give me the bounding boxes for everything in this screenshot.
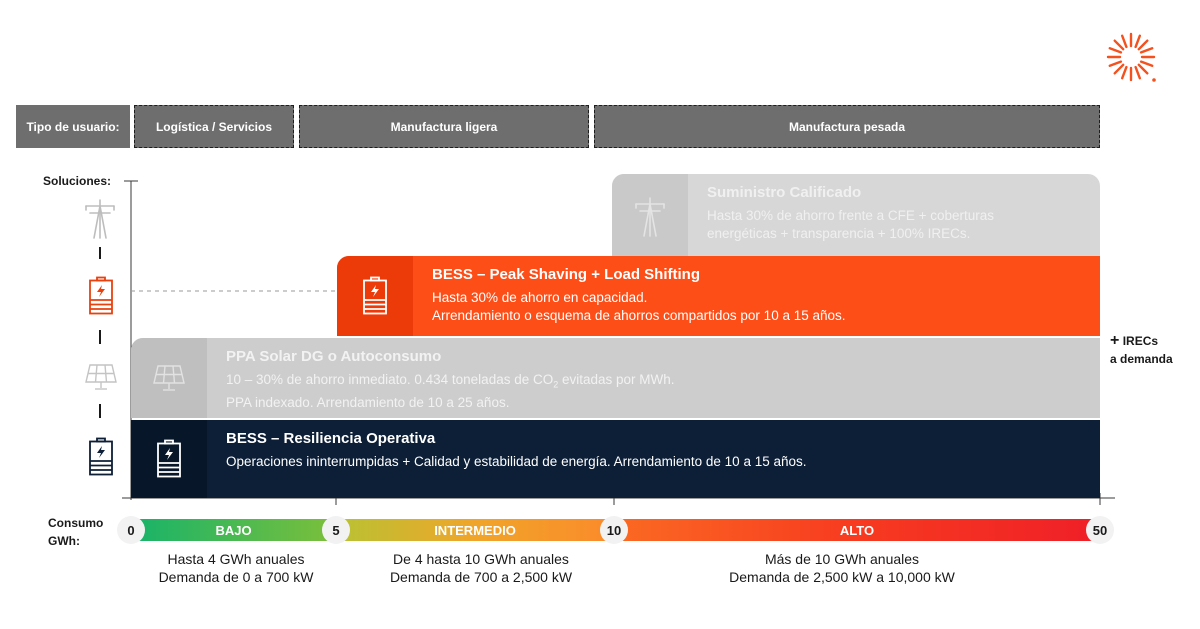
band-alto-desc (682, 550, 1002, 586)
bess-peak-text (413, 256, 846, 336)
ppa-icon-cell (131, 338, 207, 418)
ppa-line-1-pre: 10 – 30% de ahorro inmediato. 0.434 toneladas de CO (226, 372, 554, 387)
consumo-label-1: Consumo (48, 516, 104, 530)
band-bajo (131, 519, 336, 541)
plus-icon: + (1110, 332, 1120, 349)
irecs-line-1: IRECs (1122, 334, 1159, 348)
tick-50: 50 (1086, 516, 1114, 544)
consumo-label (48, 514, 103, 550)
bess-peak-line-1: Hasta 30% de ahorro en capacidad. (432, 290, 648, 305)
band-bajo-label: BAJO (215, 522, 252, 538)
suministro-line-1: Hasta 30% de ahorro frente a CFE + coberturas (707, 208, 995, 223)
band-alto-desc-1: Más de 10 GWh anuales (764, 551, 920, 567)
band-bajo-desc (131, 550, 341, 586)
solar-panel-icon (84, 362, 118, 392)
band-intermedio-desc-2: Demanda de 700 a 2,500 kW (389, 569, 573, 585)
solutions-label: Soluciones: (43, 174, 112, 188)
battery-navy-icon (87, 437, 115, 477)
suministro-line-2: energéticas + transparencia + 100% IRECs. (707, 226, 971, 241)
irecs-note (1110, 332, 1173, 368)
segment-manufactura-ligera-label: Manufactura ligera (390, 119, 498, 134)
solution-bess-resiliencia (131, 420, 1100, 498)
battery-orange-icon (87, 276, 115, 316)
band-alto-label: ALTO (839, 522, 875, 538)
bess-peak-icon-cell (337, 256, 413, 336)
consumo-label-2: GWh: (48, 534, 80, 548)
segment-logistica-label: Logística / Servicios (155, 119, 273, 134)
bess-res-icon-cell (131, 420, 207, 498)
power-tower-icon (632, 194, 668, 238)
battery-icon (155, 439, 183, 479)
suministro-text (688, 174, 994, 258)
band-intermedio-label: INTERMEDIO (434, 522, 516, 538)
band-intermedio-desc (346, 550, 616, 586)
tick-5: 5 (322, 516, 350, 544)
band-bajo-desc-1: Hasta 4 GWh anuales (167, 551, 305, 567)
ppa-line-2: PPA indexado. Arrendamiento de 10 a 25 años. (226, 394, 510, 410)
ppa-line-1 (226, 371, 675, 394)
power-tower-icon (82, 196, 118, 240)
band-bajo-desc-2: Demanda de 0 a 700 kW (158, 569, 314, 585)
bess-res-text (207, 420, 807, 498)
solution-ppa-solar (131, 338, 1100, 418)
tick-0: 0 (117, 516, 145, 544)
ppa-title: PPA Solar DG o Autoconsumo (226, 348, 442, 365)
user-type-label-text: Tipo de usuario: (26, 119, 120, 134)
suministro-title: Suministro Calificado (707, 184, 862, 201)
band-intermedio (336, 519, 614, 541)
band-alto (614, 519, 1100, 541)
bess-res-line-1: Operaciones ininterrumpidas + Calidad y estabilidad de energía. Arrendamiento de 10 a 15 años. (226, 454, 807, 469)
segment-manufactura-pesada-label: Manufactura pesada (788, 119, 906, 134)
solution-bess-peak-shaving (337, 256, 1100, 336)
irecs-line-2: a demanda (1110, 352, 1173, 366)
ppa-text (207, 338, 675, 418)
tick-10: 10 (600, 516, 628, 544)
bess-res-title: BESS – Resiliencia Operativa (226, 430, 436, 447)
ppa-line-1-post: evitadas por MWh. (558, 372, 675, 387)
solution-suministro-calificado (612, 174, 1100, 258)
ppa-line-1-sub: 2 (553, 379, 559, 390)
bess-peak-title: BESS – Peak Shaving + Load Shifting (432, 266, 700, 283)
band-alto-desc-2: Demanda de 2,500 kW a 10,000 kW (729, 569, 955, 585)
battery-icon (361, 276, 389, 316)
bess-peak-line-2: Arrendamiento o esquema de ahorros compartidos por 10 a 15 años. (432, 308, 846, 323)
solar-panel-icon (152, 363, 186, 393)
band-intermedio-desc-1: De 4 hasta 10 GWh anuales (393, 551, 569, 567)
suministro-icon-cell (612, 174, 688, 258)
